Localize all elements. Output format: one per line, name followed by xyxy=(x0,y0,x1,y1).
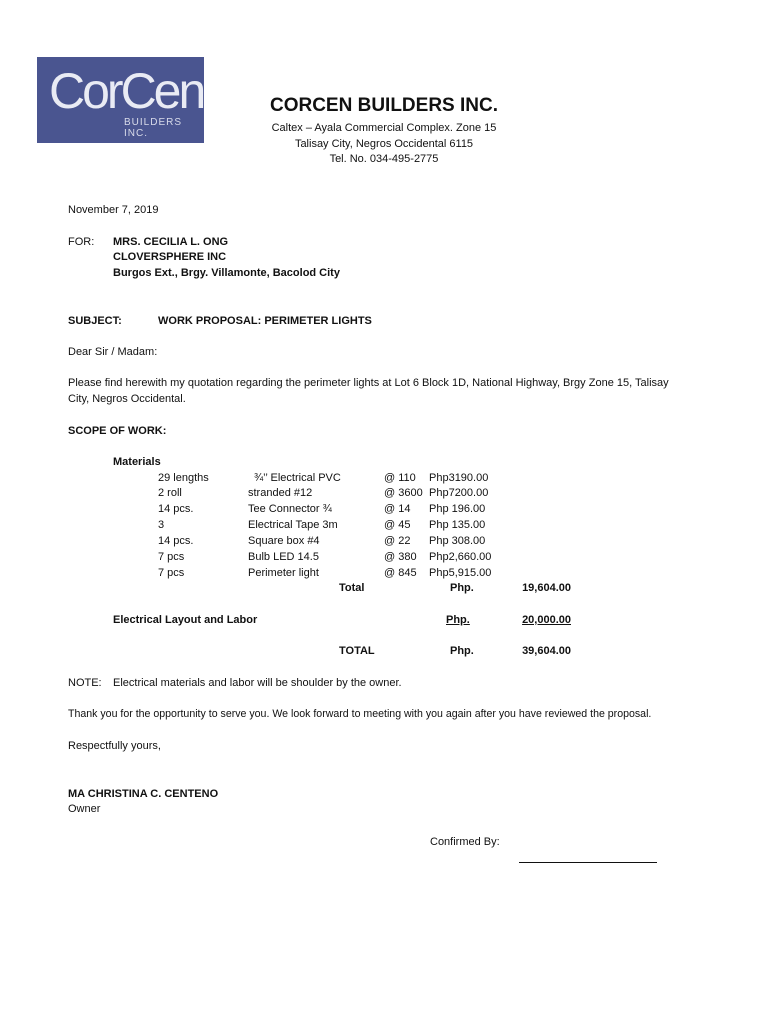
confirmed-by-label: Confirmed By: xyxy=(430,836,500,848)
material-rate: @ 380 xyxy=(384,551,417,563)
grand-total-amount: 39,604.00 xyxy=(522,645,571,657)
material-desc: stranded #12 xyxy=(248,487,313,499)
recipient-address: Burgos Ext., Brgy. Villamonte, Bacolod City xyxy=(113,267,340,279)
material-amount: Php2,660.00 xyxy=(429,551,492,563)
telephone: Tel. No. 034-495-2775 xyxy=(329,153,439,165)
material-rate: @ 45 xyxy=(384,519,411,531)
subtotal-amount: 19,604.00 xyxy=(522,582,571,594)
signatory-name: MA CHRISTINA C. CENTENO xyxy=(68,788,219,800)
closing: Respectfully yours, xyxy=(68,740,161,752)
material-qty: 7 pcs xyxy=(158,551,185,563)
labor-amount: 20,000.00 xyxy=(522,614,571,626)
note-text: Electrical materials and labor will be shoulder by the owner. xyxy=(113,677,402,689)
material-desc: Perimeter light xyxy=(248,567,319,579)
material-rate: @ 14 xyxy=(384,503,411,515)
material-amount: Php 196.00 xyxy=(429,503,486,515)
signatory-title: Owner xyxy=(68,803,101,815)
material-qty: 3 xyxy=(158,519,165,531)
address-line-2: Talisay City, Negros Occidental 6115 xyxy=(294,138,474,150)
logo-wordmark: CorCen xyxy=(49,63,204,119)
material-rate: @ 845 xyxy=(384,567,417,579)
intro-line-2: City, Negros Occidental. xyxy=(68,393,186,405)
material-amount: Php5,915.00 xyxy=(429,567,492,579)
material-qty: 7 pcs xyxy=(158,567,185,579)
thanks-paragraph: Thank you for the opportunity to serve you. We look forward to meeting with you again after you have reviewed the proposal. xyxy=(68,708,652,720)
material-rate: @ 110 xyxy=(384,472,416,484)
labor-label: Electrical Layout and Labor xyxy=(113,614,258,626)
company-name: CORCEN BUILDERS INC. xyxy=(269,95,498,116)
for-label: FOR: xyxy=(68,236,95,248)
address-line-1: Caltex – Ayala Commercial Complex. Zone 15 xyxy=(271,122,497,134)
logo-subtext: BUILDERS INC. xyxy=(124,117,183,139)
recipient-name: MRS. CECILIA L. ONG xyxy=(113,236,229,248)
note-label: NOTE: xyxy=(68,677,102,689)
grand-total-currency: Php. xyxy=(450,645,474,657)
material-desc: Square box #4 xyxy=(248,535,320,547)
material-rate: @ 3600 xyxy=(384,487,423,499)
material-desc: Tee Connector ¾ xyxy=(248,503,332,515)
scope-title: SCOPE OF WORK: xyxy=(68,425,167,437)
material-rate: @ 22 xyxy=(384,535,411,547)
subtotal-currency: Php. xyxy=(450,582,474,594)
letter-date: November 7, 2019 xyxy=(68,204,159,216)
material-qty: 14 pcs. xyxy=(158,535,194,547)
labor-currency: Php. xyxy=(446,614,470,626)
material-amount: Php7200.00 xyxy=(429,487,489,499)
material-qty: 2 roll xyxy=(158,487,182,499)
subtotal-label: Total xyxy=(339,582,365,594)
subject-label: SUBJECT: xyxy=(68,315,122,327)
subject-text: WORK PROPOSAL: PERIMETER LIGHTS xyxy=(158,315,372,327)
salutation: Dear Sir / Madam: xyxy=(68,346,158,358)
material-amount: Php3190.00 xyxy=(429,472,489,484)
material-desc: ¾’’ Electrical PVC xyxy=(254,472,341,484)
material-desc: Bulb LED 14.5 xyxy=(248,551,319,563)
material-qty: 14 pcs. xyxy=(158,503,194,515)
material-qty: 29 lengths xyxy=(158,472,209,484)
material-desc: Electrical Tape 3m xyxy=(248,519,338,531)
signature-line xyxy=(519,862,657,863)
intro-line-1: Please find herewith my quotation regarding the perimeter lights at Lot 6 Block 1D, National Highway, Brgy Zone 15, Talisay xyxy=(68,377,669,389)
material-amount: Php 135.00 xyxy=(429,519,486,531)
material-amount: Php 308.00 xyxy=(429,535,486,547)
materials-title: Materials xyxy=(113,456,161,468)
grand-total-label: TOTAL xyxy=(339,645,375,657)
recipient-company: CLOVERSPHERE INC xyxy=(113,251,227,263)
